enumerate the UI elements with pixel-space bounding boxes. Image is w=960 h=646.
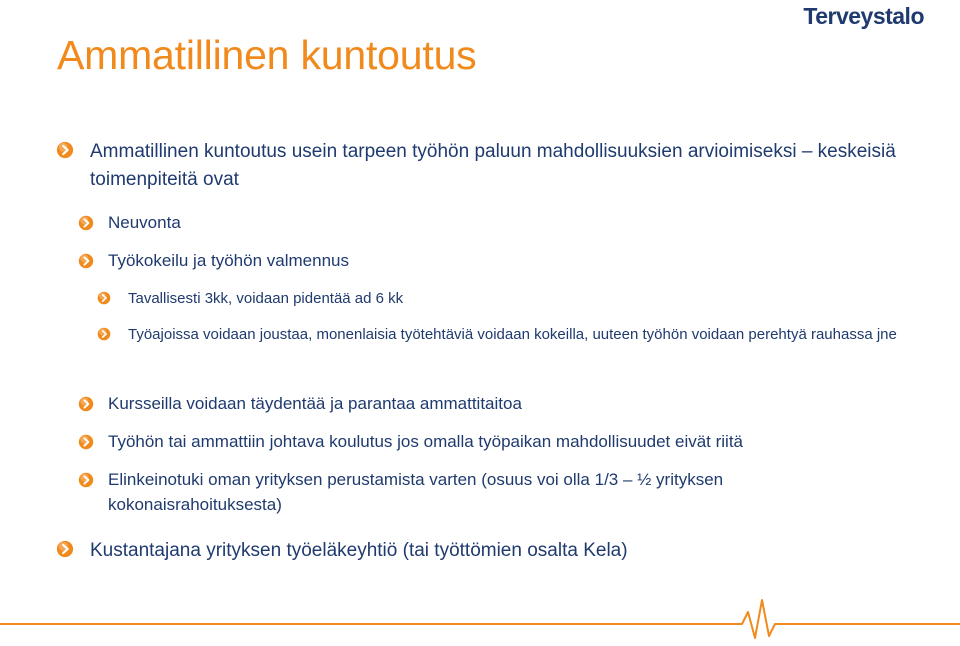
list-item-text: Neuvonta <box>108 213 181 232</box>
list-item <box>108 468 868 517</box>
orange-arrow-bullet-icon <box>78 215 94 231</box>
list-item <box>108 430 918 455</box>
orange-arrow-bullet-icon <box>78 253 94 269</box>
list-item <box>128 324 908 346</box>
orange-arrow-bullet-icon <box>78 434 94 450</box>
orange-arrow-bullet-icon <box>78 396 94 412</box>
list-item-text: Kustantajana yrityksen työeläkeyhtiö (tai työttömien osalta Kela) <box>90 540 628 561</box>
list-item-text: Työhön tai ammattiin johtava koulutus jos omalla työpaikan mahdollisuudet eivät riitä <box>108 432 744 451</box>
list-item <box>108 211 918 236</box>
list-item <box>128 288 908 310</box>
orange-arrow-bullet-icon <box>97 327 111 341</box>
list-item-text: Elinkeinotuki oman yrityksen perustamista varten (osuus voi olla 1/3 – ½ yrityksen kokonaisrahoituksesta) <box>108 470 724 514</box>
slide-title: Ammatillinen kuntoutus <box>57 32 477 78</box>
list-item-text: Työkokeilu ja työhön valmennus <box>108 251 349 270</box>
list-item <box>108 249 918 274</box>
list-item <box>90 138 920 193</box>
orange-arrow-bullet-icon <box>78 472 94 488</box>
list-item-text: Työajoissa voidaan joustaa, monenlaisia työtehtäviä voidaan kokeilla, uuteen työhön voidaan perehtyä rauhassa jne <box>128 326 897 343</box>
orange-arrow-bullet-icon <box>56 540 74 558</box>
heartbeat-line-decoration <box>0 594 960 646</box>
orange-arrow-bullet-icon <box>97 291 111 305</box>
list-item-text: Tavallisesti 3kk, voidaan pidentää ad 6 kk <box>128 290 404 307</box>
orange-arrow-bullet-icon <box>56 141 74 159</box>
list-item-text: Kursseilla voidaan täydentää ja parantaa ammattitaitoa <box>108 394 522 413</box>
list-item <box>90 537 920 565</box>
terveystalo-logo: Terveystalo <box>803 3 924 29</box>
list-item-text: Ammatillinen kuntoutus usein tarpeen työhön paluun mahdollisuuksien arvioimiseksi – keskeisiä toimenpiteitä ovat <box>90 141 896 190</box>
list-item <box>108 392 918 417</box>
